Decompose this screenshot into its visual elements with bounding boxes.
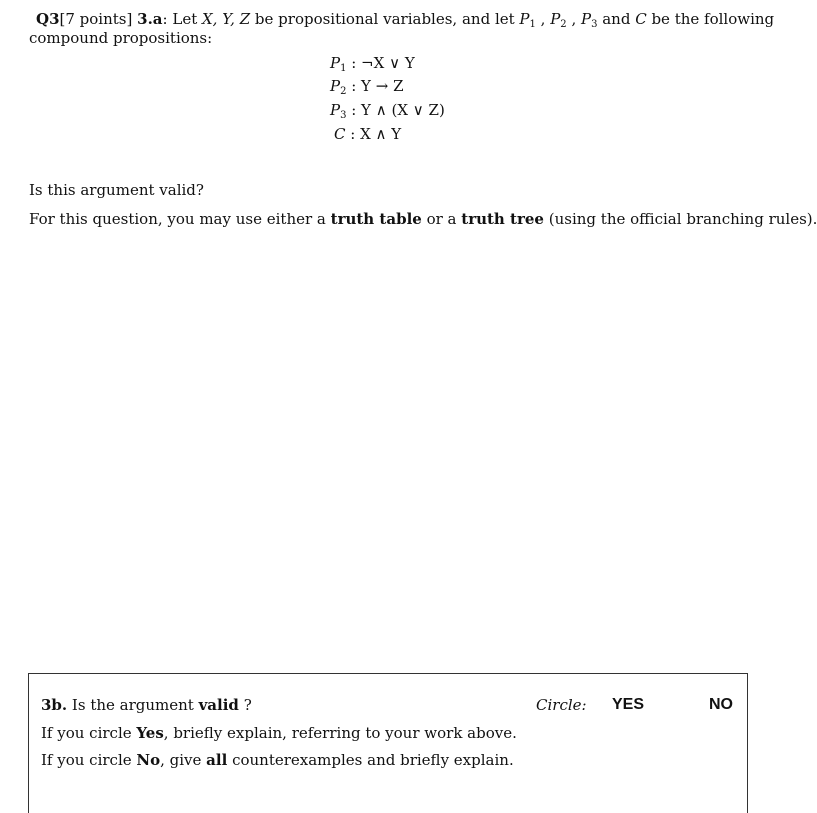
instructions-text: or a bbox=[421, 210, 462, 228]
instructions-text: (using the official branching rules). bbox=[543, 210, 817, 228]
part-a-label: 3.a bbox=[137, 10, 163, 28]
instructions-text: For this question, you may use either a bbox=[29, 210, 331, 228]
intro-text: : Let bbox=[162, 10, 202, 28]
intro-text: be the following bbox=[646, 10, 775, 28]
instruction-text: If you circle bbox=[41, 751, 137, 769]
p2-symbol: P bbox=[550, 10, 561, 28]
variables: X, Y, Z bbox=[202, 10, 251, 28]
no-instruction bbox=[41, 751, 514, 769]
truth-tree-term: truth tree bbox=[461, 210, 544, 228]
premise-label: P bbox=[330, 54, 341, 72]
intro-text: be propositional variables, and let bbox=[250, 10, 520, 28]
instruction-text: , give bbox=[160, 751, 207, 769]
p3-symbol: P bbox=[580, 10, 592, 28]
premise-subscript: 1 bbox=[340, 63, 347, 74]
p1-subscript: 1 bbox=[529, 19, 536, 30]
instruction-text: If you circle bbox=[41, 724, 137, 742]
valid-term: valid bbox=[198, 696, 239, 714]
circle-label: Circle: bbox=[536, 696, 587, 714]
separator: , bbox=[535, 10, 551, 28]
separator: , bbox=[566, 10, 581, 28]
premise-subscript: 2 bbox=[340, 86, 347, 97]
conclusion bbox=[334, 125, 401, 143]
part-b-text: Is the argument bbox=[67, 696, 199, 714]
question-label: Q3 bbox=[36, 10, 60, 28]
and-word: and bbox=[597, 10, 636, 28]
yes-instruction bbox=[41, 724, 517, 742]
p3-subscript: 3 bbox=[591, 19, 598, 30]
conclusion-label: C bbox=[334, 125, 346, 143]
question-line2: compound propositions: bbox=[29, 29, 213, 47]
premise-label: P bbox=[330, 77, 341, 95]
part-b-label: 3b. bbox=[41, 696, 68, 714]
premise-expression: : Y ∧ (X ∨ Z) bbox=[346, 101, 445, 119]
yes-term: Yes bbox=[136, 724, 164, 742]
premise-p3 bbox=[330, 101, 445, 121]
premise-p1 bbox=[330, 54, 415, 74]
part-b-text: ? bbox=[238, 696, 252, 714]
instructions bbox=[29, 210, 817, 228]
conclusion-expression: : X ∧ Y bbox=[345, 125, 402, 143]
no-term: No bbox=[136, 751, 161, 769]
p1-symbol: P bbox=[519, 10, 530, 28]
premise-expression: : ¬X ∨ Y bbox=[346, 54, 415, 72]
no-option[interactable]: NO bbox=[709, 696, 733, 713]
answer-box bbox=[28, 673, 748, 813]
p2-subscript: 2 bbox=[560, 19, 567, 30]
premise-label: P bbox=[330, 101, 341, 119]
validity-question: Is this argument valid? bbox=[29, 181, 204, 199]
question-header bbox=[36, 10, 774, 30]
c-symbol: C bbox=[635, 10, 647, 28]
truth-table-term: truth table bbox=[330, 210, 422, 228]
all-term: all bbox=[206, 751, 228, 769]
premise-subscript: 3 bbox=[340, 110, 347, 121]
part-b-question bbox=[41, 696, 252, 714]
question-points: [7 points] bbox=[59, 10, 133, 28]
premise-p2 bbox=[330, 77, 404, 97]
instruction-text: , briefly explain, referring to your work above. bbox=[163, 724, 517, 742]
instruction-text: counterexamples and briefly explain. bbox=[227, 751, 514, 769]
yes-option[interactable]: YES bbox=[612, 696, 645, 713]
premise-expression: : Y → Z bbox=[346, 77, 404, 95]
